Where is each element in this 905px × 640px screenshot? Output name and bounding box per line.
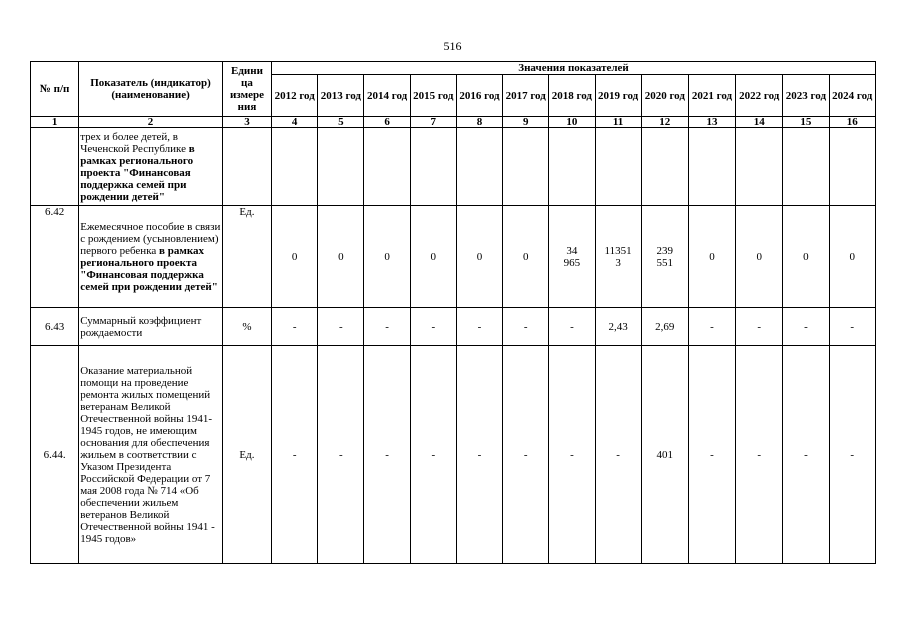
header-values-group: Значения показателей [272, 62, 876, 75]
indicator-bold-text: в рамках регионального проекта "Финансовая поддержка семей при рождении детей" [80, 244, 218, 293]
value-cell [736, 128, 783, 206]
value-cell: - [410, 346, 456, 564]
value-cell: - [456, 308, 502, 346]
indicator-text: Ежемесячное пособие в связи с рождением (усыновлением) первого ребенка [80, 220, 221, 257]
header-year: 2018 год [549, 75, 595, 117]
page-number: 516 [443, 39, 462, 53]
column-number: 3 [222, 117, 271, 128]
value-cell [364, 128, 410, 206]
value-cell: - [364, 346, 410, 564]
value-cell [318, 128, 364, 206]
value-cell: 0 [829, 206, 875, 308]
header-year: 2013 год [318, 75, 364, 117]
header-year: 2023 год [783, 75, 829, 117]
table-row [31, 308, 876, 346]
value-cell [549, 128, 595, 206]
column-number: 7 [410, 117, 456, 128]
value-cell: - [595, 346, 641, 564]
column-number: 14 [736, 117, 783, 128]
column-number: 12 [641, 117, 688, 128]
value-cell: 0 [783, 206, 829, 308]
row-indicator [79, 206, 223, 308]
value-cell: 11351 3 [595, 206, 641, 308]
value-cell: - [272, 346, 318, 564]
column-number: 6 [364, 117, 410, 128]
column-number: 9 [503, 117, 549, 128]
row-number: 6.43 [31, 308, 79, 346]
header-year: 2020 год [641, 75, 688, 117]
value-cell: - [456, 346, 502, 564]
column-number: 4 [272, 117, 318, 128]
indicator-text: трех и более детей, в Чеченской Республике [80, 130, 189, 155]
header-year: 2016 год [456, 75, 502, 117]
indicators-table [30, 61, 876, 564]
row-unit: Ед. [222, 346, 271, 564]
value-cell: - [688, 346, 735, 564]
value-cell [688, 128, 735, 206]
value-cell: 0 [364, 206, 410, 308]
table-row [31, 206, 876, 308]
row-number [31, 128, 79, 206]
value-cell [410, 128, 456, 206]
value-cell: 0 [503, 206, 549, 308]
column-number: 13 [688, 117, 735, 128]
row-indicator [79, 308, 223, 346]
header-year: 2012 год [272, 75, 318, 117]
value-cell [595, 128, 641, 206]
value-cell: - [364, 308, 410, 346]
value-cell: - [829, 346, 875, 564]
column-number: 15 [783, 117, 829, 128]
row-unit: % [222, 308, 271, 346]
header-year: 2019 год [595, 75, 641, 117]
value-cell: - [318, 308, 364, 346]
column-number: 11 [595, 117, 641, 128]
column-number: 5 [318, 117, 364, 128]
header-year: 2022 год [736, 75, 783, 117]
value-cell [272, 128, 318, 206]
table-row [31, 346, 876, 564]
column-number: 2 [79, 117, 223, 128]
value-cell: 0 [318, 206, 364, 308]
header-year: 2021 год [688, 75, 735, 117]
header-unit: Едини ца измере ния [222, 62, 271, 117]
row-unit: Ед. [222, 206, 271, 308]
table-row [31, 128, 876, 206]
value-cell: 0 [688, 206, 735, 308]
value-cell: 401 [641, 346, 688, 564]
row-unit [222, 128, 271, 206]
row-indicator [79, 346, 223, 564]
indicator-bold-text: в рамках регионального проекта "Финансовая поддержка семей при рождении детей" [80, 142, 195, 203]
value-cell: - [272, 308, 318, 346]
header-year: 2015 год [410, 75, 456, 117]
value-cell: - [318, 346, 364, 564]
value-cell [783, 128, 829, 206]
value-cell: 0 [272, 206, 318, 308]
header-indicator: Показатель (индикатор) (наименование) [79, 62, 223, 117]
value-cell [641, 128, 688, 206]
value-cell: 0 [736, 206, 783, 308]
value-cell [503, 128, 549, 206]
value-cell: - [549, 346, 595, 564]
row-number: 6.42 [31, 206, 79, 308]
value-cell: - [549, 308, 595, 346]
column-number: 10 [549, 117, 595, 128]
value-cell: - [783, 308, 829, 346]
indicator-text: Оказание материальной помощи на проведение ремонта жилых помещений ветеранам Великой Отечественной войны 1941-1945 годов, не имеющим основания для обеспечения жильем в соответствии с Указом Президента Российской Федерации от 7 мая 2008 года № 714 «Об обеспечении жильем ветеранов Великой Отечественной войны 1941 - 1945 годов» [80, 364, 215, 545]
value-cell: 2,43 [595, 308, 641, 346]
value-cell [456, 128, 502, 206]
header-year: 2014 год [364, 75, 410, 117]
header-no: № п/п [31, 62, 79, 117]
column-number: 16 [829, 117, 875, 128]
value-cell: - [829, 308, 875, 346]
row-number: 6.44. [31, 346, 79, 564]
value-cell: 34 965 [549, 206, 595, 308]
value-cell: - [688, 308, 735, 346]
column-number: 8 [456, 117, 502, 128]
value-cell: 239 551 [641, 206, 688, 308]
value-cell: 0 [456, 206, 502, 308]
value-cell: - [736, 308, 783, 346]
value-cell: - [410, 308, 456, 346]
row-indicator [79, 128, 223, 206]
value-cell: 2,69 [641, 308, 688, 346]
indicator-text: Суммарный коэффициент рождаемости [80, 314, 202, 339]
value-cell: - [783, 346, 829, 564]
header-year: 2024 год [829, 75, 875, 117]
header-year: 2017 год [503, 75, 549, 117]
value-cell [829, 128, 875, 206]
value-cell: 0 [410, 206, 456, 308]
value-cell: - [736, 346, 783, 564]
value-cell: - [503, 346, 549, 564]
value-cell: - [503, 308, 549, 346]
column-number: 1 [31, 117, 79, 128]
